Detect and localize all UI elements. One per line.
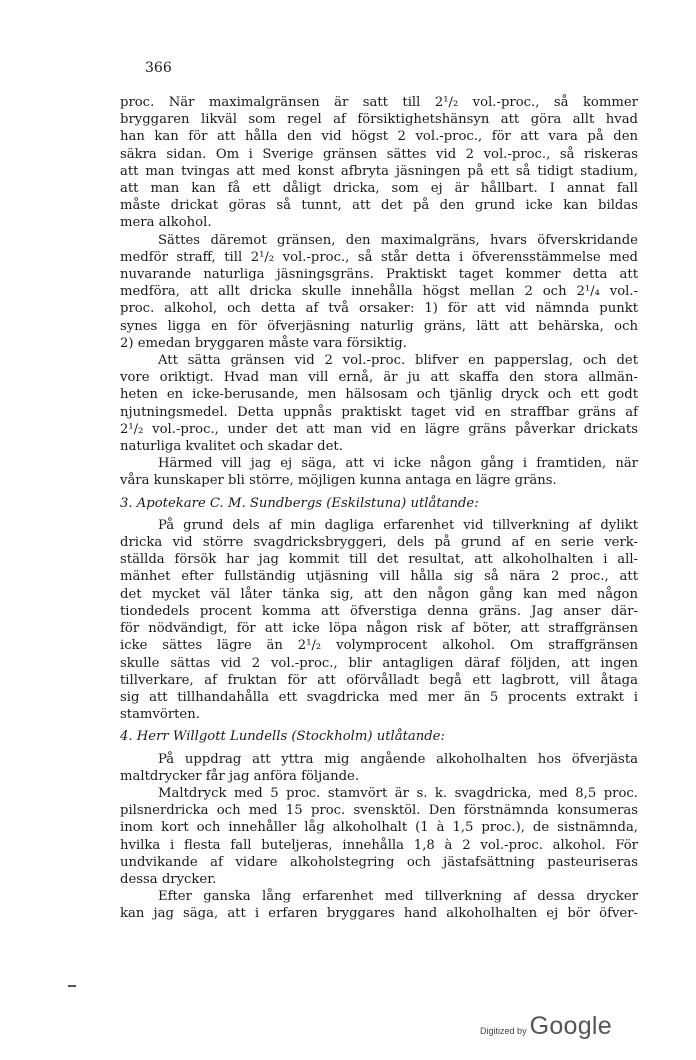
text-line: Sättes däremot gränsen, den maximalgräns, hvars öfverskridande [158,232,638,248]
text-line: undvikande af vidare alkoholstegring och jästafsättning pasteuriseras [120,854,638,870]
text-line: På grund dels af min dagliga erfarenhet vid tillverkning af dylikt [158,517,638,533]
digitized-label: Digitized by [480,1026,527,1036]
text-line: proc. alkohol, och detta af två orsaker: 1) för att vid nämnda punkt [120,301,638,317]
digitized-footer [480,1012,612,1041]
text-line: Att sätta gränsen vid 2 vol.-proc. blifver en papperslag, och det [158,353,638,369]
text-line: synes ligga en för öfverjäsning naturlig gräns, lätt att behärska, och [120,318,638,334]
text-line: medför straff, till 2¹/₂ vol.-proc., så står detta i öfverensstämmelse med [120,249,638,265]
text-line: dricka vid större svagdricksbryggeri, dels på grund af en serie verk- [120,535,638,551]
text-line: maltdrycker får jag anföra följande. [120,768,360,784]
text-line: proc. När maximalgränsen är satt till 2¹/₂ vol.-proc., så kommer [120,95,638,110]
text-line: tiondedels procent komma att öfverstiga denna gräns. Jag anser där- [120,603,638,619]
text-line: På uppdrag att yttra mig angående alkoholhalten hos öfverjästa [158,751,638,767]
text-line: han kan för att hålla den vid högst 2 vol.-proc., för att vara på den [120,129,638,145]
section-heading: 3. Apotekare C. M. Sundbergs (Eskilstuna) utlåtande: [120,495,479,511]
text-line: skulle sättas vid 2 vol.-proc., blir antagligen däraf följden, att ingen [120,655,638,671]
text-line: det mycket väl låter tänka sig, att den någon gång kan med någon [120,586,638,602]
text-line: bryggaren likväl som regel af försiktighetshänsyn att göra allt hvad [120,112,638,128]
text-line: 2¹/₂ vol.-proc., under det att man vid en lägre gräns påverkar drickats [120,421,638,437]
text-line: pilsnerdricka och med 15 proc. svensktöl. Den förstnämnda konsumeras [120,803,638,819]
text-line: heten en icke-berusande, men hälsosam och tjänlig dryck och ett godt [120,387,638,403]
margin-mark [68,985,76,987]
google-logo: Google [529,1012,612,1040]
text-line: ställda försök har jag kommit till det resultat, att alkoholhalten i all- [120,552,638,568]
text-line: sig att tillhandahålla ett svagdricka med mer än 5 procents extrakt i [120,689,638,705]
text-line: Härmed vill jag ej säga, att vi icke någon gång i framtiden, när [158,456,638,472]
text-line: mera alkohol. [120,215,212,231]
text-line: stamvörten. [120,707,200,723]
text-line: medföra, att allt dricka skulle innehålla högst mellan 2 och 2¹/₄ vol.- [120,284,638,300]
text-line: vore oriktigt. Hvad man vill ernå, är ju att skaffa den stora allmän- [120,370,638,386]
text-line: säkra sidan. Om i Sverige gränsen sättes vid 2 vol.-proc., så riskeras [120,146,638,162]
text-line: Maltdryck med 5 proc. stamvört är s. k. svagdricka, med 8,5 proc. [158,785,638,801]
text-line: våra kunskaper bli större, möjligen kunna antaga en lägre gräns. [120,473,557,489]
text-line: måste drickat göras så tunnt, att det på den grund icke kan bildas [120,198,638,214]
text-line: nuvarande naturliga jäsningsgräns. Praktiskt taget kommer detta att [120,267,638,283]
text-line: att man kan få ett dåligt dricka, som ej är hållbart. I annat fall [120,181,638,197]
text-line: inom kort och innehåller låg alkoholhalt (1 à 1,5 proc.), de sistnämnda, [120,820,638,836]
text-line: Efter ganska lång erfarenhet med tillverkning af dessa drycker [158,889,638,905]
text-line: njutningsmedel. Detta uppnås praktiskt taget vid en straffbar gräns af [120,404,638,420]
text-line: att man tvingas att med konst afbryta jäsningen på ett så tidigt stadium, [120,163,638,179]
text-line: för nödvändigt, för att icke löpa någon risk af böter, att straffgränsen [120,621,638,637]
text-line: mänhet efter fullständig utjäsning vill hålla sig så nära 2 proc., att [120,569,638,585]
text-line: kan jag säga, att i erfaren bryggares hand alkoholhalten ej bör öfver- [120,906,638,922]
text-line: tillverkare, af fruktan för att oförvålladt begå ett lagbrott, vill åtaga [120,672,638,688]
text-line: dessa drycker. [120,871,217,887]
text-line: icke sättes lägre än 2¹/₂ volymprocent alkohol. Om straffgränsen [120,638,638,654]
text-line: naturliga kvalitet och skadar det. [120,439,343,455]
text-line: 2) emedan bryggaren måste vara försiktig. [120,335,407,351]
page-number: 366 [145,60,172,76]
section-heading: 4. Herr Willgott Lundells (Stockholm) utlåtande: [120,729,445,745]
body-text [120,94,638,923]
text-line: hvilka i flesta fall buteljeras, innehålla 1,8 à 2 vol.-proc. alkohol. För [120,837,638,853]
